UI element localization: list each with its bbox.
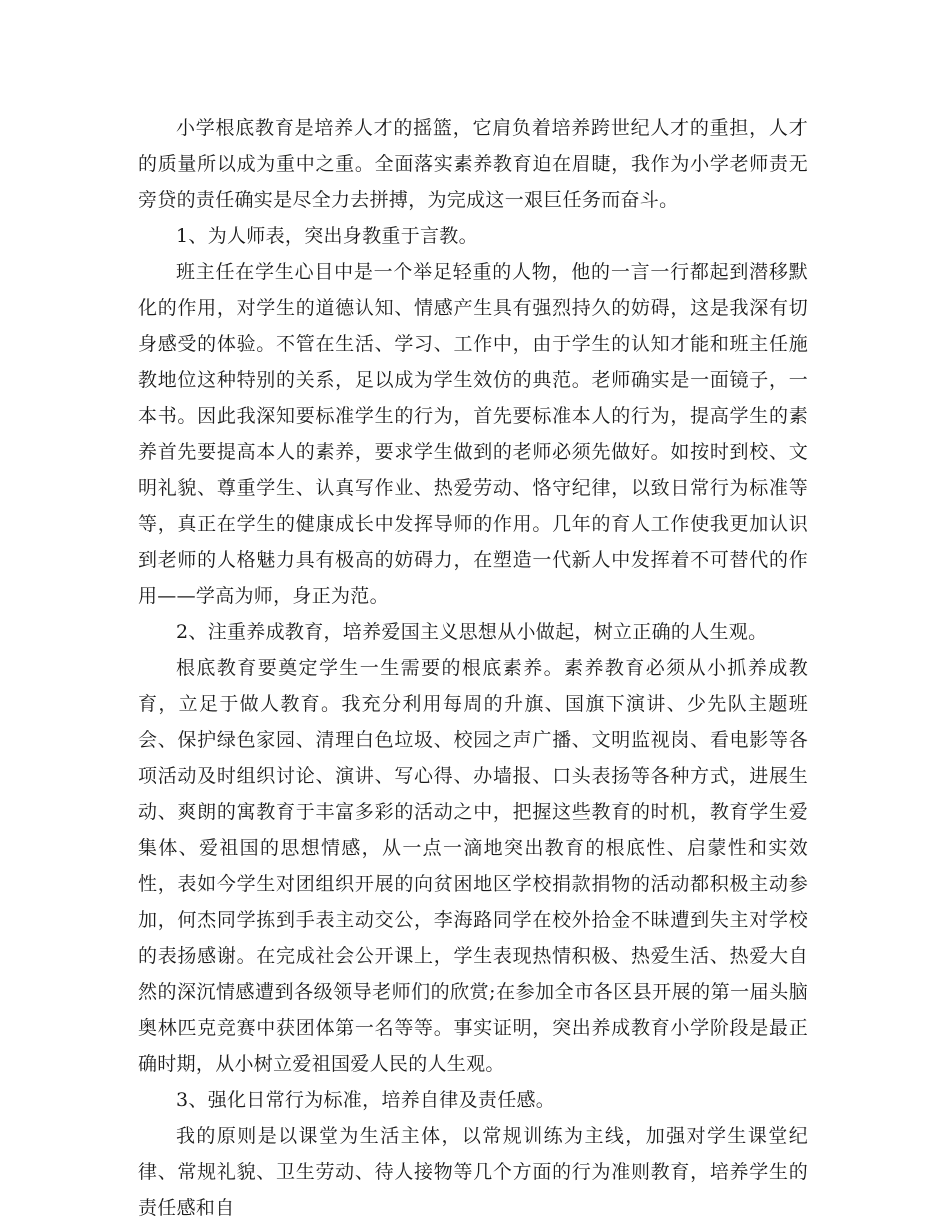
section-heading-1: 1、为人师表，突出身教重于言教。 [176,225,478,247]
section-heading-3: 3、强化日常行为标准，培养自律及责任感。 [176,1089,556,1111]
section-1-paragraph: 班主任在学生心目中是一个举足轻重的人物，他的一言一行都起到潜移默化的作用，对学生的道德认知、情感产生具有强烈持久的妨碍，这是我深有切身感受的体验。不管在生活、学习、工作中，由于学生的认知才能和班主任施教地位这种特别的关系，足以成为学生效仿的典范。老师确实是一面镜子，一本书。因此我深知要标准学生的行为，首先要标准本人的行为，提高学生的素养首先要提高本人的素养，要求学生做到的老师必须先做好。如按时到校、文明礼貌、尊重学生、认真写作业、热爱劳动、恪守纪律，以致日常行为标准等等，真正在学生的健康成长中发挥导师的作用。几年的育人工作使我更加认识到老师的人格魅力具有极高的妨碍力，在塑造一代新人中发挥着不可替代的作用——学高为师，身正为范。 [138,261,808,607]
intro-paragraph: 小学根底教育是培养人才的摇篮，它肩负着培养跨世纪人才的重担，人才的质量所以成为重中之重。全面落实素养教育迫在眉睫，我作为小学老师责无旁贷的责任确实是尽全力去拼搏，为完成这一艰巨任务而奋斗。 [138,117,808,211]
document-body [138,110,808,1226]
section-2-paragraph: 根底教育要奠定学生一生需要的根底素养。素养教育必须从小抓养成教育，立足于做人教育。我充分利用每周的升旗、国旗下演讲、少先队主题班会、保护绿色家园、清理白色垃圾、校园之声广播、文明监视岗、看电影等各项活动及时组织讨论、演讲、写心得、办墙报、口头表扬等各种方式，进展生动、爽朗的寓教育于丰富多彩的活动之中，把握这些教育的时机，教育学生爱集体、爱祖国的思想情感，从一点一滴地突出教育的根底性、启蒙性和实效性，表如今学生对团组织开展的向贫困地区学校捐款捐物的活动都积极主动参加，何杰同学拣到手表主动交公，李海路同学在校外拾金不昧遭到失主对学校的表扬感谢。在完成社会公开课上，学生表现热情积极、热爱生活、热爱大自然的深沉情感遭到各级领导老师们的欣赏;在参加全市各区县开展的第一届头脑奥林匹克竞赛中获团体第一名等等。事实证明，突出养成教育小学阶段是最正确时期，从小树立爱祖国爱人民的人生观。 [138,657,808,1075]
section-3-paragraph: 我的原则是以课堂为生活主体，以常规训练为主线，加强对学生课堂纪律、常规礼貌、卫生劳动、待人接物等几个方面的行为准则教育，培养学生的责任感和自 [138,1125,808,1219]
section-heading-2: 2、注重养成教育，培养爱国主义思想从小做起，树立正确的人生观。 [176,621,768,643]
